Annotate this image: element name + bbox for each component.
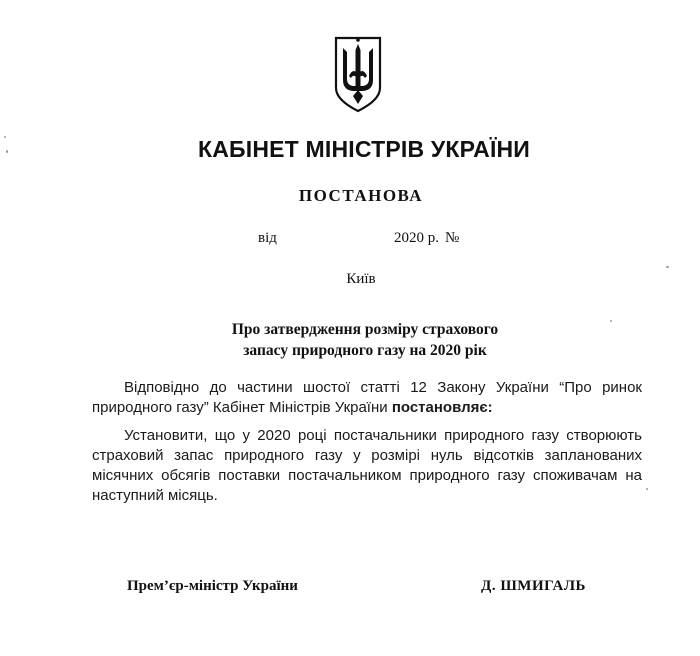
decree-title bbox=[150, 319, 580, 361]
date-prefix: від bbox=[258, 230, 277, 246]
date-year: 2020 р. bbox=[394, 230, 439, 246]
document-type: ПОСТАНОВА bbox=[298, 186, 424, 205]
paragraph-1-text: Відповідно до частини шостої статті 12 Закону України “Про ринок природного газу” Кабінет Міністрів України bbox=[92, 379, 642, 416]
scan-speck bbox=[610, 320, 612, 322]
number-sign: № bbox=[445, 230, 460, 246]
scan-speck bbox=[646, 488, 648, 490]
decree-title-line-2: запасу природного газу на 2020 рік bbox=[243, 342, 487, 359]
signer-name: Д. ШМИГАЛЬ bbox=[481, 578, 586, 594]
trident-emblem-icon bbox=[332, 34, 384, 114]
scan-speck bbox=[666, 266, 669, 268]
organization-title: КАБІНЕТ МІНІСТРІВ УКРАЇНИ bbox=[197, 136, 531, 162]
body-paragraph-1 bbox=[92, 378, 642, 418]
city: Київ bbox=[346, 271, 376, 287]
body-paragraph-2: Установити, що у 2020 році постачальники природного газу створюють страховий запас природного газу у розмірі нуль відсотків запланованих місячних обсягів поставки постачальником природного газу споживачам на наступний місяць. bbox=[92, 427, 642, 504]
paragraph-1-bold: постановляє: bbox=[391, 399, 493, 416]
signer-role: Прем’єр-міністр України bbox=[127, 578, 298, 594]
scan-speck bbox=[4, 136, 6, 138]
scan-speck bbox=[6, 150, 8, 153]
decree-title-line-1: Про затвердження розміру страхового bbox=[231, 321, 499, 338]
